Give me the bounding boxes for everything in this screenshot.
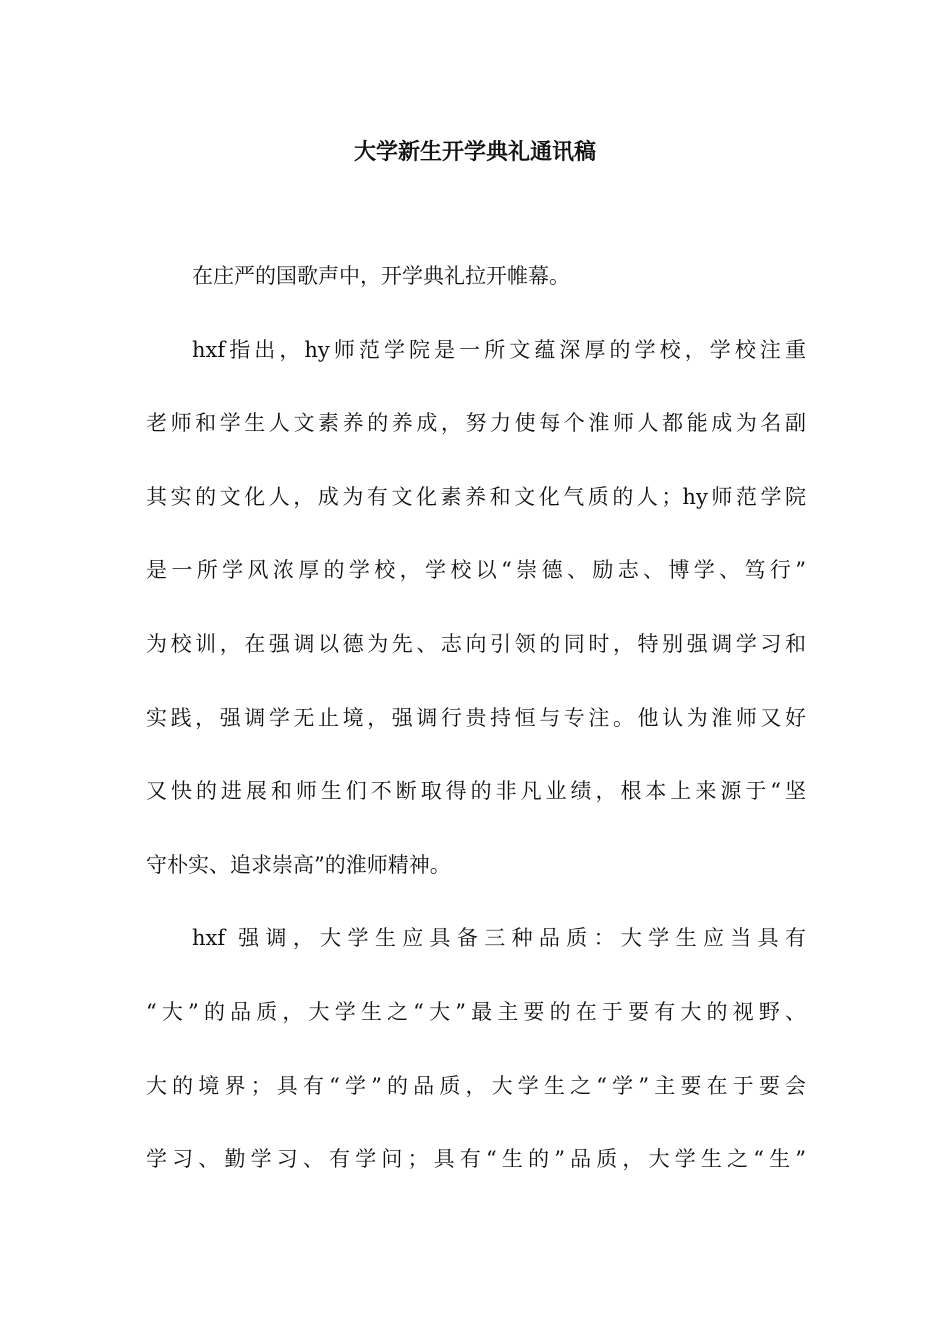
paragraph-3-line-3: 大的境界；具有“学”的品质，大学生之“学”主要在于要会: [146, 1073, 806, 1098]
paragraph-2-line-2: 老师和学生人文素养的养成，努力使每个淮师人都能成为名副: [146, 411, 806, 436]
document-body: [146, 253, 806, 1210]
paragraph-2-line-1: hxf指出，hy师范学院是一所文蕴深厚的学校，学校注重: [192, 337, 806, 362]
paragraph-2-line-6: 实践，强调学无止境，强调行贵持恒与专注。他认为淮师又好: [146, 705, 806, 730]
paragraph-3-line-1: hxf 强调，大学生应具备三种品质：大学生应当具有: [192, 926, 806, 951]
paragraph-3-line-2: “大”的品质，大学生之“大”最主要的在于要有大的视野、: [146, 999, 806, 1024]
paragraph-2-line-8: 守朴实、追求崇高”的淮师精神。: [146, 852, 451, 877]
paragraph-2-line-5: 为校训，在强调以德为先、志向引领的同时，特别强调学习和: [146, 631, 806, 656]
paragraph-2-line-4: 是一所学风浓厚的学校，学校以“崇德、励志、博学、笃行”: [146, 558, 806, 583]
paragraph-1-line-1: 在庄严的国歌声中，开学典礼拉开帷幕。: [192, 264, 570, 288]
paragraph-2-line-7: 又快的进展和师生们不断取得的非凡业绩，根本上来源于“坚: [146, 779, 806, 804]
document-title: 大学新生开学典礼通讯稿: [353, 139, 596, 165]
paragraph-3-line-4: 学习、勤学习、有学问；具有“生的”品质，大学生之“生”: [146, 1147, 806, 1172]
paragraph-2-line-3: 其实的文化人，成为有文化素养和文化气质的人；hy师范学院: [146, 484, 806, 509]
